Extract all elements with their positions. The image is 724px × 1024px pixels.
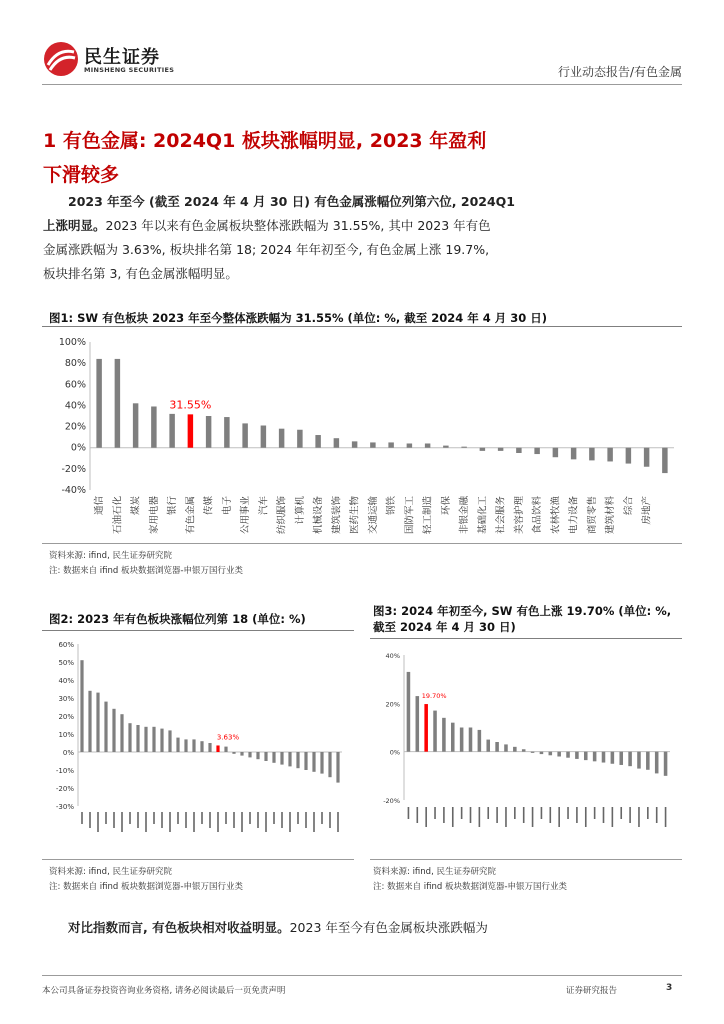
category-label-mark: [603, 807, 605, 823]
figure3-note: 注: 数据来自 ifind 板块数据浏览器-申银万国行业类: [373, 882, 568, 892]
category-label: 机械设备: [313, 496, 325, 535]
category-label: 纺织服饰: [276, 496, 288, 535]
figure2-top-rule: [42, 630, 354, 631]
footer-divider: [42, 975, 682, 976]
category-label: 非银金融: [459, 496, 471, 535]
category-label: 建筑装饰: [331, 496, 343, 535]
page-number: 3: [666, 983, 673, 993]
bar: [504, 744, 508, 751]
category-label: 交通运输: [367, 496, 379, 535]
category-label-mark: [153, 812, 155, 824]
category-label-mark: [177, 812, 179, 824]
bar: [315, 435, 320, 448]
bar: [469, 728, 473, 752]
bar: [242, 423, 247, 447]
logo-text-cn: 民生证券: [84, 47, 160, 68]
category-label-mark: [514, 807, 516, 819]
bar: [152, 727, 155, 752]
bar: [516, 448, 521, 453]
bar: [443, 446, 448, 448]
category-label-mark: [233, 812, 235, 828]
y-tick-label: 0%: [70, 442, 86, 454]
category-label: 国防军工: [404, 496, 416, 535]
figure3-title-line2: 截至 2024 年 4 月 30 日): [373, 620, 516, 634]
figure3-title-line1: 图3: 2024 年初至今, SW 有色上涨 19.70% (单位: %,: [373, 604, 672, 618]
category-label-mark: [337, 812, 339, 832]
category-label: 美容护理: [513, 496, 525, 535]
category-label-mark: [408, 807, 410, 819]
bar: [328, 752, 331, 777]
bar: [256, 752, 259, 759]
bar: [664, 752, 668, 776]
figure1-title: 图1: SW 有色板块 2023 年至今整体涨跌幅为 31.55% (单位: %, 截至 2024 年 4 月 30 日): [49, 311, 548, 325]
category-label-mark: [313, 812, 315, 832]
bar: [593, 752, 597, 762]
category-label: 医药生物: [349, 496, 361, 535]
category-label-mark: [487, 807, 489, 819]
header-divider: [42, 84, 682, 85]
category-label-mark: [638, 807, 640, 827]
footer-disclaimer: 本公司具备证券投资咨询业务资格, 请务必阅读最后一页免责声明: [42, 986, 286, 996]
logo-text-en: MINSHENG SECURITIES: [84, 66, 175, 74]
bar: [115, 359, 120, 448]
bar: [534, 448, 539, 454]
bar: [200, 741, 203, 752]
figure2-source: 资料来源: ifind, 民生证券研究院: [49, 867, 172, 877]
bar: [655, 752, 659, 774]
bar: [168, 730, 171, 752]
figure1-bar-chart: [42, 330, 682, 540]
bar: [433, 711, 437, 752]
bar: [224, 417, 229, 448]
category-label: 家用电器: [148, 496, 160, 535]
bar: [486, 740, 490, 752]
bar: [80, 660, 83, 752]
category-label-mark: [620, 807, 622, 819]
bar: [208, 743, 211, 752]
category-label-mark: [629, 807, 631, 823]
figure2-bottom-rule: [42, 859, 354, 860]
bar: [460, 728, 464, 752]
figure3-top-rule: [370, 638, 682, 639]
category-label: 石油石化: [112, 496, 124, 535]
bar: [144, 727, 147, 752]
bar: [133, 403, 138, 447]
bar: [96, 693, 99, 752]
category-label-mark: [452, 807, 454, 827]
category-label-mark: [297, 812, 299, 824]
bar: [280, 752, 283, 765]
bar: [320, 752, 323, 774]
y-tick-label: 20%: [58, 713, 74, 721]
bar: [442, 718, 446, 752]
section-title-line1: 1 有色金属: 2024Q1 板块涨幅明显, 2023 年盈利: [43, 130, 487, 152]
bar: [628, 752, 632, 767]
y-tick-label: 60%: [64, 379, 86, 391]
category-label: 食品饮料: [532, 496, 544, 535]
figure1-top-rule: [42, 326, 682, 327]
figure3-bar-chart: [370, 645, 682, 855]
category-label-mark: [496, 807, 498, 823]
bar: [120, 714, 123, 752]
category-label-mark: [169, 812, 171, 832]
figure2-title: 图2: 2023 年有色板块涨幅位列第 18 (单位: %): [49, 612, 306, 626]
category-label: 传媒: [203, 496, 215, 516]
bar: [416, 696, 420, 752]
bar-highlight: [216, 745, 219, 752]
bar: [297, 430, 302, 448]
y-tick-label: -20%: [383, 797, 400, 805]
category-label-mark: [225, 812, 227, 824]
category-label: 电子: [221, 496, 233, 516]
category-label-mark: [417, 807, 419, 823]
y-tick-label: 20%: [64, 421, 86, 433]
bar: [407, 443, 412, 447]
category-label-mark: [81, 812, 83, 824]
bar: [575, 752, 579, 759]
bar: [451, 723, 455, 752]
category-label: 电力设备: [568, 496, 580, 535]
bar: [662, 448, 667, 473]
category-label-mark: [281, 812, 283, 828]
bar: [498, 448, 503, 451]
category-label-mark: [434, 807, 436, 819]
highlight-data-label: 31.55%: [169, 398, 212, 412]
comparison-paragraph: [43, 916, 683, 940]
category-label-mark: [89, 812, 91, 828]
bar-highlight: [188, 414, 193, 447]
bar: [96, 359, 101, 448]
bar: [240, 752, 243, 756]
category-label-mark: [185, 812, 187, 828]
category-label-mark: [217, 812, 219, 832]
bar: [352, 441, 357, 447]
bar: [336, 752, 339, 783]
bar: [312, 752, 315, 772]
category-label-mark: [505, 807, 507, 827]
category-label-mark: [273, 812, 275, 824]
bar: [176, 738, 179, 752]
y-tick-label: -30%: [55, 803, 74, 811]
bar: [626, 448, 631, 464]
category-label: 房地产: [641, 496, 653, 525]
category-label: 基础化工: [477, 496, 489, 535]
bar: [304, 752, 307, 770]
minsheng-logo-icon: [42, 40, 80, 78]
bar: [644, 448, 649, 467]
category-label: 汽车: [258, 496, 270, 516]
category-label-mark: [425, 807, 427, 827]
highlight-data-label: 19.70%: [421, 692, 447, 701]
y-tick-label: 60%: [58, 641, 74, 649]
bar: [128, 723, 131, 752]
bar-highlight: [424, 704, 428, 752]
category-label-mark: [443, 807, 445, 823]
category-label: 钢铁: [386, 496, 398, 516]
bar: [192, 739, 195, 752]
category-label: 环保: [440, 496, 452, 516]
bar: [557, 752, 561, 757]
category-label: 社会服务: [495, 496, 507, 535]
category-label-mark: [265, 812, 267, 832]
bar: [334, 438, 339, 448]
y-tick-label: -20%: [61, 463, 86, 475]
report-category: 行业动态报告/有色金属: [557, 65, 682, 79]
category-label: 轻工制造: [422, 496, 434, 535]
category-label-mark: [97, 812, 99, 832]
category-label-mark: [665, 807, 667, 827]
bar: [169, 414, 174, 448]
bar: [513, 747, 517, 752]
bar: [388, 442, 393, 447]
category-label: 农林牧渔: [550, 496, 562, 535]
y-tick-label: 80%: [64, 358, 86, 370]
bar: [264, 752, 267, 761]
y-tick-label: -10%: [55, 767, 74, 775]
category-label-mark: [647, 807, 649, 819]
bar: [549, 752, 553, 756]
category-label: 综合: [623, 496, 635, 516]
category-label-mark: [461, 807, 463, 819]
category-label: 建筑材料: [605, 496, 617, 535]
category-label-mark: [289, 812, 291, 832]
bar: [261, 426, 266, 448]
bar: [646, 752, 650, 770]
category-label-mark: [550, 807, 552, 823]
bar: [136, 725, 139, 752]
figure3-source: 资料来源: ifind, 民生证券研究院: [373, 867, 496, 877]
bar: [88, 691, 91, 752]
bar: [224, 747, 227, 752]
y-tick-label: 0%: [62, 749, 74, 757]
highlight-data-label: 3.63%: [216, 733, 240, 742]
section-title-line2: 下滑较多: [43, 164, 120, 186]
para-line: 2023 年至今 (截至 2024 年 4 月 30 日) 有色金属涨幅位列第六位, 2024Q1: [68, 194, 515, 209]
bar: [112, 709, 115, 752]
bar: [272, 752, 275, 763]
category-label-mark: [585, 807, 587, 827]
bar: [553, 448, 558, 458]
category-label-mark: [257, 812, 259, 828]
category-label: 煤炭: [130, 496, 142, 516]
category-label-mark: [594, 807, 596, 819]
bar: [589, 448, 594, 461]
category-label-mark: [241, 812, 243, 832]
category-label-mark: [137, 812, 139, 828]
category-label-mark: [656, 807, 658, 823]
para-line: 金属涨跌幅为 3.63%, 板块排名第 18; 2024 年年初至今, 有色金属上涨 19.7%,: [43, 242, 490, 257]
category-label-mark: [113, 812, 115, 828]
y-tick-label: 20%: [385, 700, 400, 709]
bar: [151, 406, 156, 447]
category-label-mark: [161, 812, 163, 828]
summary-paragraph: [43, 190, 683, 286]
category-label-mark: [209, 812, 211, 828]
bar: [206, 416, 211, 448]
bar: [296, 752, 299, 768]
y-tick-label: 50%: [58, 659, 74, 667]
bar: [279, 429, 284, 448]
figure1-source: 资料来源: ifind, 民生证券研究院: [49, 551, 172, 561]
para-line: 上涨明显。2023 年以来有色金属板块整体涨跌幅为 31.55%, 其中 2023 年有色: [43, 218, 491, 233]
figure1-bottom-rule: [42, 543, 682, 544]
category-label-mark: [558, 807, 560, 827]
bar: [571, 448, 576, 460]
category-label-mark: [145, 812, 147, 832]
bar: [566, 752, 570, 758]
y-tick-label: 0%: [389, 748, 400, 757]
bar: [232, 752, 235, 754]
bar: [478, 730, 482, 752]
y-tick-label: 40%: [64, 400, 86, 412]
bar: [531, 752, 535, 753]
y-tick-label: 30%: [58, 695, 74, 703]
bar: [407, 672, 411, 752]
category-label: 有色金属: [185, 496, 197, 535]
bar: [370, 442, 375, 447]
category-label: 公用事业: [240, 496, 252, 535]
category-label-mark: [532, 807, 534, 827]
bar: [607, 448, 612, 462]
bar: [425, 443, 430, 447]
category-label-mark: [305, 812, 307, 828]
bar: [248, 752, 251, 757]
bar: [104, 702, 107, 752]
bar: [184, 739, 187, 752]
bar: [584, 752, 588, 760]
category-label-mark: [479, 807, 481, 827]
category-label-mark: [470, 807, 472, 823]
category-label-mark: [249, 812, 251, 824]
y-tick-label: -20%: [55, 785, 74, 793]
category-label-mark: [541, 807, 543, 819]
category-label-mark: [567, 807, 569, 819]
category-label-mark: [576, 807, 578, 823]
bar: [288, 752, 291, 766]
category-label-mark: [193, 812, 195, 832]
para-line: 板块排名第 3, 有色金属涨幅明显。: [43, 266, 238, 281]
category-label: 商贸零售: [586, 496, 598, 535]
figure1-note: 注: 数据来自 ifind 板块数据浏览器-申银万国行业类: [49, 566, 244, 576]
bar: [480, 448, 485, 451]
bar: [602, 752, 606, 763]
y-tick-label: 100%: [58, 337, 86, 348]
category-label: 银行: [167, 496, 179, 516]
bar: [619, 752, 623, 765]
footer-report-type: 证券研究报告: [566, 986, 618, 996]
figure3-bottom-rule: [370, 859, 682, 860]
category-label-mark: [121, 812, 123, 832]
para-line: 对比指数而言, 有色板块相对收益明显。2023 年至今有色金属板块涨跌幅为: [68, 920, 488, 935]
category-label-mark: [321, 812, 323, 824]
y-tick-label: -40%: [61, 485, 86, 496]
category-label-mark: [612, 807, 614, 827]
y-tick-label: 40%: [58, 677, 74, 685]
figure2-bar-chart: [42, 636, 354, 854]
category-label-mark: [105, 812, 107, 824]
figure2-note: 注: 数据来自 ifind 板块数据浏览器-申银万国行业类: [49, 882, 244, 892]
category-label: 计算机: [294, 496, 306, 525]
category-label-mark: [129, 812, 131, 824]
bar: [522, 749, 526, 751]
category-label: 通信: [94, 496, 106, 516]
bar: [611, 752, 615, 764]
bar: [540, 752, 544, 754]
bar: [461, 447, 466, 448]
y-tick-label: 10%: [58, 731, 74, 739]
category-label-mark: [523, 807, 525, 823]
category-label-mark: [201, 812, 203, 824]
bar: [495, 742, 499, 752]
bar: [160, 729, 163, 752]
category-label-mark: [329, 812, 331, 828]
bar: [637, 752, 641, 769]
y-tick-label: 40%: [385, 652, 400, 660]
